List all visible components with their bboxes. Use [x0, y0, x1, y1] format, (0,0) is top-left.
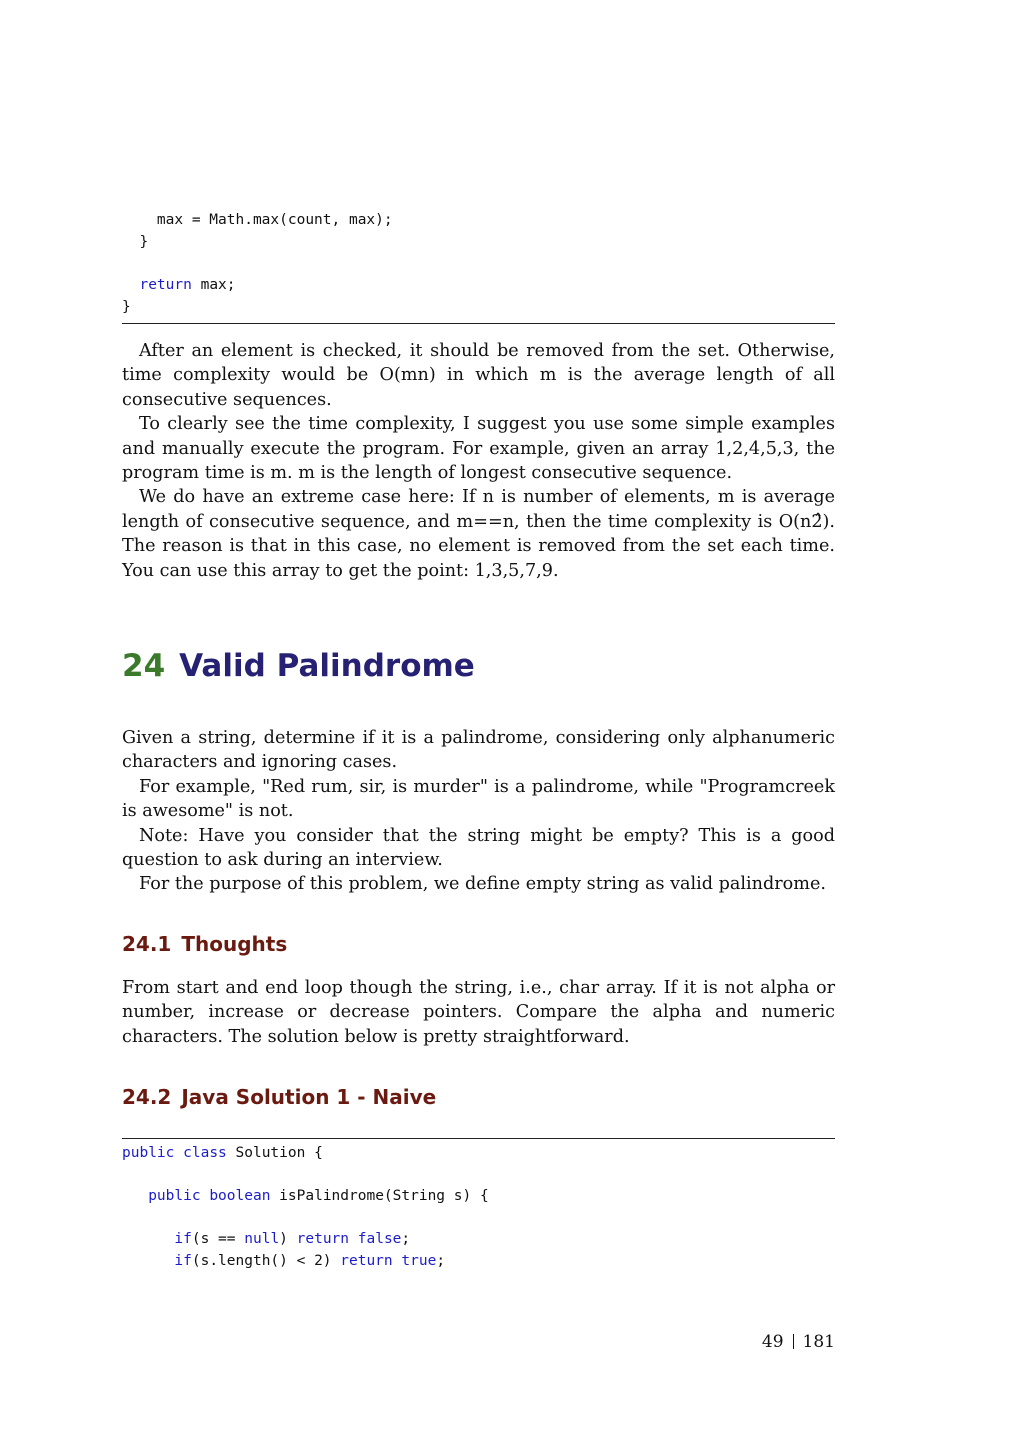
code-bottom-rule	[122, 323, 835, 324]
subsection-title: Java Solution 1 - Naive	[181, 1085, 437, 1109]
subsection-number: 24.2	[122, 1085, 172, 1109]
code-text: }	[122, 299, 131, 315]
paragraph: For the purpose of this problem, we define empty string as valid palindrome.	[139, 874, 826, 895]
code-keyword: return	[296, 1231, 350, 1247]
paragraph: For example, "Red rum, sir, is murder" is a palindrome, while "Programcreek is awesome" is not.	[122, 776, 835, 822]
code-line	[122, 1228, 410, 1250]
subsection-number: 24.1	[122, 932, 172, 956]
code-text: ;	[436, 1253, 446, 1269]
code-text: max = Math.max(count, max);	[122, 212, 393, 228]
page-footer	[762, 1330, 835, 1354]
section-heading	[122, 644, 475, 688]
page-total: 181	[802, 1332, 835, 1352]
paragraph: We do have an extreme case here: If n is number of elements, m is average length of consecutive sequence, and m==n, then the time complexity is O(n2̂). The reason is that in this case, no element is removed from the set each time. You can use this array to get the point: 1,3,5,7,9.	[122, 487, 835, 581]
body-text-top	[122, 339, 835, 583]
code-keyword: return	[139, 277, 192, 293]
code-keyword: false	[357, 1231, 402, 1247]
code-keyword: public	[148, 1188, 201, 1204]
code-keyword: true	[401, 1253, 437, 1269]
code-keyword: if	[174, 1253, 192, 1269]
body-text-thoughts	[122, 976, 835, 1049]
code-keyword: return	[340, 1253, 393, 1269]
code-text: isPalindrome(String s) {	[270, 1188, 489, 1204]
code-line	[122, 1142, 323, 1164]
paragraph: Given a string, determine if it is a palindrome, considering only alphanumeric characters and ignoring cases.	[122, 728, 835, 773]
subsection-title: Thoughts	[181, 932, 288, 956]
paragraph: From start and end loop though the string, i.e., char array. If it is not alpha or number, increase or decrease pointers. Compare the alpha and numeric characters. The solution below is pretty straightforward.	[122, 978, 835, 1047]
code-text: max;	[191, 277, 236, 293]
subsection-heading-java-solution	[122, 1083, 436, 1111]
code-keyword: if	[174, 1231, 192, 1247]
code-line	[122, 1185, 489, 1207]
page-number: 49	[761, 1332, 784, 1352]
paragraph: Note: Have you consider that the string might be empty? This is a good question to ask during an interview.	[122, 825, 835, 871]
section-number: 24	[122, 648, 166, 684]
code-text: (s.length() < 2)	[191, 1253, 341, 1269]
code-line	[122, 1250, 445, 1272]
page-content	[122, 0, 835, 1440]
paragraph: To clearly see the time complexity, I suggest you use some simple examples and manually execute the program. For example, given an array 1,2,4,5,3, the program time is m. m is the length of longest consecutive sequence.	[122, 414, 835, 484]
code-keyword: boolean	[209, 1188, 271, 1204]
code-keyword: class	[183, 1145, 227, 1161]
code-line	[122, 274, 236, 296]
subsection-heading-thoughts	[122, 930, 287, 958]
code-text: Solution {	[226, 1145, 323, 1161]
code-top-rule	[122, 1138, 835, 1139]
code-text: (s ==	[191, 1231, 245, 1247]
code-line	[122, 296, 131, 318]
code-keyword: public	[122, 1145, 175, 1161]
code-text: }	[122, 234, 149, 250]
code-line	[122, 231, 148, 253]
code-text: ;	[401, 1231, 411, 1247]
section-title: Valid Palindrome	[179, 648, 475, 684]
footer-separator	[793, 1334, 794, 1349]
body-text-section	[122, 726, 835, 897]
code-text: )	[279, 1231, 297, 1247]
code-keyword: null	[244, 1231, 280, 1247]
code-line	[122, 209, 393, 231]
paragraph: After an element is checked, it should be removed from the set. Otherwise, time complexity would be O(mn) in which m is the average length of all consecutive sequences.	[122, 341, 835, 410]
